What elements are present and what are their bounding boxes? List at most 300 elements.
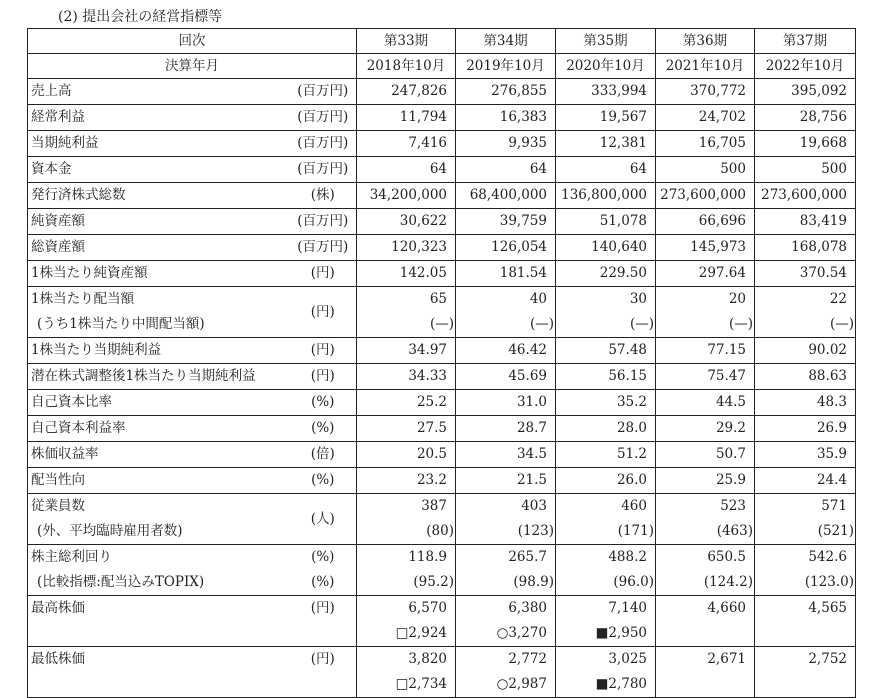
row-unit bbox=[290, 545, 357, 596]
value-cell bbox=[357, 338, 456, 364]
value-cell bbox=[456, 235, 556, 261]
value-cell bbox=[656, 596, 755, 647]
value-cell bbox=[456, 416, 556, 442]
row-label bbox=[28, 494, 290, 545]
value-line: 229.50 bbox=[599, 265, 647, 281]
value-cell bbox=[755, 261, 856, 287]
header-date: 2022年10月 bbox=[755, 54, 856, 79]
row-label-line: 資本金 bbox=[31, 161, 72, 177]
row-label bbox=[28, 545, 290, 596]
value-cell bbox=[456, 287, 556, 338]
value-cell bbox=[656, 287, 755, 338]
value-cell bbox=[656, 261, 755, 287]
value-cell bbox=[755, 105, 856, 131]
value-line: 30 bbox=[629, 291, 647, 307]
value-line: 34,200,000 bbox=[369, 187, 447, 203]
value-cell bbox=[357, 494, 456, 545]
value-cell bbox=[556, 79, 656, 105]
value-line: 120,323 bbox=[391, 239, 447, 255]
value-line: 77.15 bbox=[707, 342, 746, 358]
row-unit bbox=[290, 131, 357, 157]
value-line: 276,855 bbox=[491, 83, 547, 99]
row-unit bbox=[290, 596, 357, 647]
value-line: 145,973 bbox=[690, 239, 746, 255]
value-line: 28,756 bbox=[799, 109, 847, 125]
value-line: ○2,987 bbox=[496, 676, 547, 692]
value-line: 25.9 bbox=[715, 472, 746, 488]
row-unit bbox=[290, 338, 357, 364]
value-line bbox=[755, 621, 847, 646]
value-line: 265.7 bbox=[508, 549, 547, 565]
value-line: 30,622 bbox=[399, 213, 447, 229]
value-line: 16,705 bbox=[698, 135, 746, 151]
row-unit bbox=[290, 442, 357, 468]
value-line: (463) bbox=[716, 523, 753, 539]
value-line: 395,092 bbox=[791, 83, 847, 99]
value-line: (123) bbox=[517, 523, 554, 539]
value-cell bbox=[357, 157, 456, 183]
value-line: 27.5 bbox=[416, 420, 447, 436]
value-line: 23.2 bbox=[416, 472, 447, 488]
value-line: (—) bbox=[529, 316, 554, 332]
value-line: 64 bbox=[429, 161, 447, 177]
value-line: 142.05 bbox=[399, 265, 447, 281]
row-label bbox=[28, 235, 290, 261]
value-line: 247,826 bbox=[391, 83, 447, 99]
value-cell bbox=[656, 209, 755, 235]
table-row bbox=[28, 287, 856, 338]
value-cell bbox=[456, 79, 556, 105]
value-cell bbox=[456, 338, 556, 364]
header-period: 第35期 bbox=[556, 29, 656, 54]
value-line: 571 bbox=[821, 498, 847, 514]
row-unit bbox=[290, 416, 357, 442]
header-period: 第33期 bbox=[357, 29, 456, 54]
unit-line: (百万円) bbox=[297, 161, 349, 177]
row-unit bbox=[290, 390, 357, 416]
value-line: (—) bbox=[728, 316, 753, 332]
table-row bbox=[28, 416, 856, 442]
value-cell bbox=[556, 105, 656, 131]
row-label bbox=[28, 390, 290, 416]
row-label-line: (うち1株当たり中間配当額) bbox=[37, 316, 205, 332]
row-unit bbox=[290, 364, 357, 390]
value-line: 45.69 bbox=[508, 368, 547, 384]
value-cell bbox=[755, 416, 856, 442]
value-line: 57.48 bbox=[608, 342, 647, 358]
unit-line: (円) bbox=[310, 368, 335, 384]
value-line: 523 bbox=[720, 498, 746, 514]
row-label-line: 発行済株式総数 bbox=[31, 187, 126, 203]
value-cell bbox=[755, 468, 856, 494]
value-line: 64 bbox=[529, 161, 547, 177]
value-cell bbox=[656, 647, 755, 698]
value-line: 51.2 bbox=[616, 446, 647, 462]
row-label-line: (比較指標:配当込みTOPIX) bbox=[37, 574, 205, 590]
value-line: 500 bbox=[720, 161, 746, 177]
value-line: 2,752 bbox=[808, 651, 847, 667]
value-cell bbox=[556, 545, 656, 596]
value-line: 34.5 bbox=[516, 446, 547, 462]
unit-line: (株) bbox=[310, 187, 335, 203]
value-cell bbox=[357, 79, 456, 105]
value-cell bbox=[556, 647, 656, 698]
value-cell bbox=[556, 364, 656, 390]
value-line: 542.6 bbox=[808, 549, 847, 565]
row-label-line: 最低株価 bbox=[31, 651, 85, 667]
value-cell bbox=[357, 131, 456, 157]
value-line: 403 bbox=[521, 498, 547, 514]
value-line: 16,383 bbox=[499, 109, 547, 125]
value-cell bbox=[755, 442, 856, 468]
value-line: 136,800,000 bbox=[561, 187, 647, 203]
value-line: 650.5 bbox=[707, 549, 746, 565]
table-row bbox=[28, 338, 856, 364]
table-row bbox=[28, 105, 856, 131]
value-cell bbox=[357, 105, 456, 131]
value-cell bbox=[656, 338, 755, 364]
row-unit bbox=[290, 647, 357, 698]
value-line: 118.9 bbox=[408, 549, 447, 565]
value-line: 21.5 bbox=[516, 472, 547, 488]
value-cell bbox=[456, 494, 556, 545]
unit-line bbox=[290, 672, 357, 697]
value-line: 24.4 bbox=[816, 472, 847, 488]
value-line: 4,660 bbox=[707, 600, 746, 616]
value-cell bbox=[357, 235, 456, 261]
row-label-line bbox=[31, 621, 290, 646]
table-row bbox=[28, 209, 856, 235]
value-cell bbox=[556, 183, 656, 209]
value-cell bbox=[656, 364, 755, 390]
value-line: (96.0) bbox=[613, 574, 654, 590]
row-label bbox=[28, 442, 290, 468]
value-cell bbox=[656, 390, 755, 416]
value-cell bbox=[755, 157, 856, 183]
unit-line: (人) bbox=[310, 510, 335, 527]
row-unit bbox=[290, 235, 357, 261]
unit-line: (%) bbox=[311, 574, 335, 590]
value-cell bbox=[357, 287, 456, 338]
table-row bbox=[28, 545, 856, 596]
value-cell bbox=[656, 131, 755, 157]
value-cell bbox=[456, 364, 556, 390]
value-cell bbox=[357, 390, 456, 416]
row-label-line: 経常利益 bbox=[31, 109, 85, 125]
value-line bbox=[755, 672, 847, 697]
value-line: 48.3 bbox=[816, 394, 847, 410]
value-cell bbox=[755, 131, 856, 157]
value-line: 3,025 bbox=[608, 651, 647, 667]
value-line: 19,668 bbox=[799, 135, 847, 151]
value-cell bbox=[755, 209, 856, 235]
table-row bbox=[28, 235, 856, 261]
value-cell bbox=[755, 235, 856, 261]
value-cell bbox=[456, 261, 556, 287]
value-line: □2,734 bbox=[395, 676, 447, 692]
value-line: (124.2) bbox=[703, 574, 753, 590]
value-cell bbox=[656, 416, 755, 442]
row-label bbox=[28, 105, 290, 131]
row-label bbox=[28, 79, 290, 105]
value-line: 387 bbox=[421, 498, 447, 514]
unit-line: (倍) bbox=[310, 446, 335, 462]
value-line: 9,935 bbox=[508, 135, 547, 151]
value-cell bbox=[456, 647, 556, 698]
value-line: 44.5 bbox=[715, 394, 746, 410]
value-cell bbox=[755, 364, 856, 390]
table-row bbox=[28, 131, 856, 157]
value-line: 140,640 bbox=[591, 239, 647, 255]
value-cell bbox=[556, 468, 656, 494]
value-line: 39,759 bbox=[499, 213, 547, 229]
value-line: 46.42 bbox=[508, 342, 547, 358]
value-cell bbox=[656, 235, 755, 261]
value-line: 460 bbox=[621, 498, 647, 514]
header-period: 第37期 bbox=[755, 29, 856, 54]
value-cell bbox=[357, 183, 456, 209]
value-line: 83,419 bbox=[799, 213, 847, 229]
value-line: 4,565 bbox=[808, 600, 847, 616]
value-line: (—) bbox=[829, 316, 854, 332]
row-label-line: 株価収益率 bbox=[31, 446, 99, 462]
value-line: 273,600,000 bbox=[660, 187, 746, 203]
value-line: 126,054 bbox=[491, 239, 547, 255]
value-cell bbox=[556, 338, 656, 364]
value-line: (95.2) bbox=[413, 574, 454, 590]
row-label-line: 株主総利回り bbox=[31, 549, 112, 565]
value-cell bbox=[755, 287, 856, 338]
row-label bbox=[28, 183, 290, 209]
value-line: (521) bbox=[817, 523, 854, 539]
value-line bbox=[656, 672, 746, 697]
value-cell bbox=[755, 390, 856, 416]
value-line: 28.0 bbox=[616, 420, 647, 436]
row-label bbox=[28, 596, 290, 647]
value-line: 29.2 bbox=[715, 420, 746, 436]
unit-line: (百万円) bbox=[297, 239, 349, 255]
value-cell bbox=[456, 468, 556, 494]
value-cell bbox=[556, 494, 656, 545]
row-unit bbox=[290, 105, 357, 131]
value-cell bbox=[456, 183, 556, 209]
value-cell bbox=[656, 157, 755, 183]
financial-indicators-table bbox=[27, 28, 856, 698]
value-cell bbox=[357, 364, 456, 390]
value-line: 3,820 bbox=[408, 651, 447, 667]
value-cell bbox=[357, 647, 456, 698]
row-label-line: 1株当たり当期純利益 bbox=[31, 342, 162, 358]
value-line: 35.9 bbox=[816, 446, 847, 462]
value-line: 488.2 bbox=[608, 549, 647, 565]
table-row bbox=[28, 79, 856, 105]
row-label-line: 1株当たり純資産額 bbox=[31, 265, 148, 281]
header-row-date bbox=[28, 54, 856, 79]
value-line: 7,416 bbox=[408, 135, 447, 151]
value-line: 65 bbox=[429, 291, 447, 307]
unit-line: (%) bbox=[311, 472, 335, 488]
value-line: 88.63 bbox=[808, 368, 847, 384]
value-cell bbox=[755, 647, 856, 698]
table-row bbox=[28, 157, 856, 183]
value-cell bbox=[456, 596, 556, 647]
value-line: 20 bbox=[728, 291, 746, 307]
value-line: 273,600,000 bbox=[761, 187, 847, 203]
value-line: 34.97 bbox=[408, 342, 447, 358]
row-label bbox=[28, 468, 290, 494]
value-line: 7,140 bbox=[608, 600, 647, 616]
value-line: 50.7 bbox=[715, 446, 746, 462]
row-label-line: 潜在株式調整後1株当たり当期純利益 bbox=[31, 368, 256, 384]
header-row-period bbox=[28, 29, 856, 54]
value-cell bbox=[755, 338, 856, 364]
row-label-line: 売上高 bbox=[31, 83, 72, 99]
value-line: (171) bbox=[617, 523, 654, 539]
row-label-line: 1株当たり配当額 bbox=[31, 291, 135, 307]
value-line: 500 bbox=[821, 161, 847, 177]
value-cell bbox=[656, 105, 755, 131]
section-title: (2) 提出会社の経営指標等 bbox=[58, 9, 223, 25]
value-line: 31.0 bbox=[516, 394, 547, 410]
row-label bbox=[28, 157, 290, 183]
row-label-line: 従業員数 bbox=[31, 498, 85, 514]
table-row bbox=[28, 261, 856, 287]
row-unit bbox=[290, 157, 357, 183]
row-label bbox=[28, 647, 290, 698]
header-date-label: 決算年月 bbox=[28, 54, 357, 79]
value-line: 20.5 bbox=[416, 446, 447, 462]
row-unit bbox=[290, 261, 357, 287]
unit-line bbox=[290, 621, 357, 646]
value-cell bbox=[357, 416, 456, 442]
value-line: 24,702 bbox=[698, 109, 746, 125]
value-line: 26.9 bbox=[816, 420, 847, 436]
unit-line: (百万円) bbox=[297, 109, 349, 125]
value-cell bbox=[357, 442, 456, 468]
table-row bbox=[28, 183, 856, 209]
value-line: ○3,270 bbox=[496, 625, 547, 641]
unit-line: (%) bbox=[311, 549, 335, 565]
row-unit bbox=[290, 209, 357, 235]
value-line: 2,772 bbox=[508, 651, 547, 667]
value-line: 90.02 bbox=[808, 342, 847, 358]
row-label bbox=[28, 416, 290, 442]
header-date: 2018年10月 bbox=[357, 54, 456, 79]
table-row bbox=[28, 390, 856, 416]
row-unit bbox=[290, 79, 357, 105]
value-cell bbox=[656, 468, 755, 494]
value-line: (—) bbox=[429, 316, 454, 332]
table-row bbox=[28, 494, 856, 545]
row-label-line: 純資産額 bbox=[31, 213, 85, 229]
value-cell bbox=[456, 209, 556, 235]
value-cell bbox=[656, 494, 755, 545]
value-line: 168,078 bbox=[791, 239, 847, 255]
value-cell bbox=[357, 596, 456, 647]
row-label-line bbox=[31, 672, 290, 697]
value-cell bbox=[556, 209, 656, 235]
header-period: 第36期 bbox=[656, 29, 755, 54]
value-line: 35.2 bbox=[616, 394, 647, 410]
header-period-label: 回次 bbox=[28, 29, 357, 54]
value-line: (—) bbox=[629, 316, 654, 332]
value-cell bbox=[556, 390, 656, 416]
unit-line: (円) bbox=[310, 303, 335, 320]
value-cell bbox=[357, 261, 456, 287]
header-date: 2021年10月 bbox=[656, 54, 755, 79]
value-line: 181.54 bbox=[499, 265, 547, 281]
row-label bbox=[28, 131, 290, 157]
value-cell bbox=[556, 416, 656, 442]
row-unit bbox=[290, 287, 357, 338]
header-date: 2020年10月 bbox=[556, 54, 656, 79]
value-line: 12,381 bbox=[599, 135, 647, 151]
header-date: 2019年10月 bbox=[456, 54, 556, 79]
value-cell bbox=[556, 442, 656, 468]
value-cell bbox=[755, 79, 856, 105]
unit-line: (円) bbox=[310, 600, 335, 616]
value-line: 34.33 bbox=[408, 368, 447, 384]
row-label bbox=[28, 287, 290, 338]
unit-line: (百万円) bbox=[297, 83, 349, 99]
unit-line: (円) bbox=[310, 265, 335, 281]
value-line: 370.54 bbox=[799, 265, 847, 281]
unit-line: (円) bbox=[310, 651, 335, 667]
row-label-line: 配当性向 bbox=[31, 472, 85, 488]
value-cell bbox=[556, 235, 656, 261]
value-cell bbox=[656, 79, 755, 105]
header-period: 第34期 bbox=[456, 29, 556, 54]
value-line: (80) bbox=[426, 523, 454, 539]
row-label bbox=[28, 209, 290, 235]
value-cell bbox=[755, 596, 856, 647]
value-line: 19,567 bbox=[599, 109, 647, 125]
row-unit bbox=[290, 494, 357, 545]
value-line: 297.64 bbox=[698, 265, 746, 281]
row-label bbox=[28, 338, 290, 364]
unit-line: (%) bbox=[311, 420, 335, 436]
value-cell bbox=[755, 494, 856, 545]
value-line: 6,380 bbox=[508, 600, 547, 616]
value-line: 68,400,000 bbox=[469, 187, 547, 203]
value-line bbox=[656, 621, 746, 646]
table-row bbox=[28, 442, 856, 468]
value-line: 66,696 bbox=[698, 213, 746, 229]
value-cell bbox=[656, 545, 755, 596]
unit-line: (円) bbox=[310, 342, 335, 358]
value-line: 26.0 bbox=[616, 472, 647, 488]
table-row bbox=[28, 596, 856, 647]
value-cell bbox=[656, 442, 755, 468]
table-row bbox=[28, 364, 856, 390]
value-cell bbox=[456, 105, 556, 131]
value-line: (98.9) bbox=[513, 574, 554, 590]
value-cell bbox=[456, 157, 556, 183]
value-line: 370,772 bbox=[690, 83, 746, 99]
unit-line: (%) bbox=[311, 394, 335, 410]
row-unit bbox=[290, 468, 357, 494]
value-cell bbox=[456, 442, 556, 468]
row-label bbox=[28, 261, 290, 287]
row-label-line: 自己資本比率 bbox=[31, 394, 112, 410]
row-label-line: 最高株価 bbox=[31, 600, 85, 616]
value-cell bbox=[556, 261, 656, 287]
unit-line: (百万円) bbox=[297, 135, 349, 151]
value-cell bbox=[755, 183, 856, 209]
value-cell bbox=[456, 545, 556, 596]
value-cell bbox=[556, 596, 656, 647]
row-label-line: 総資産額 bbox=[31, 239, 85, 255]
